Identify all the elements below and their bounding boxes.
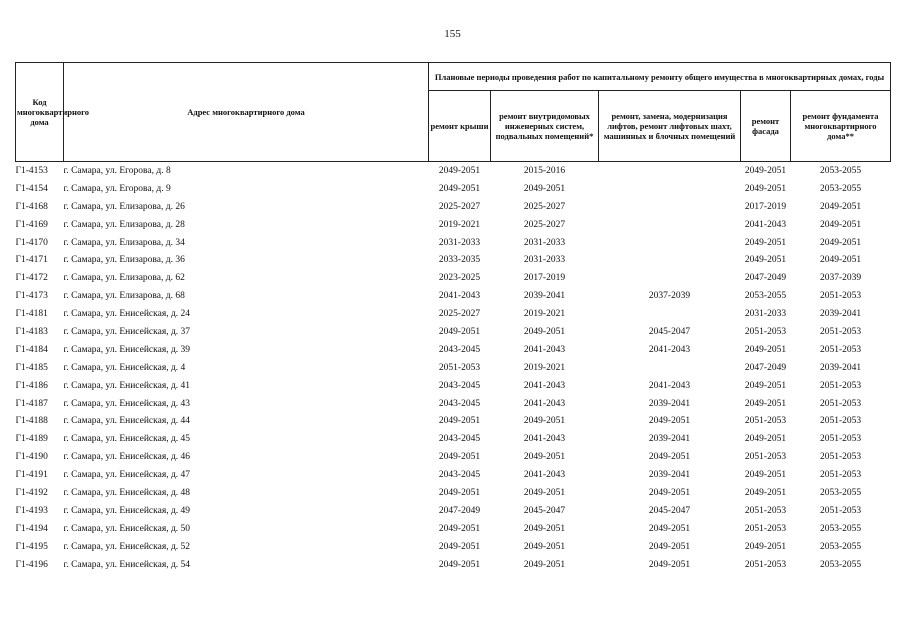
row-address: г. Самара, ул. Енисейская, д. 54 <box>63 559 191 570</box>
row-roof: 2049-2051 <box>438 416 481 427</box>
table-row <box>16 377 891 395</box>
header-lifts: ремонт, замена, модернизация лифтов, ремонт лифтовых шахт, машинных и блочных помещений <box>599 91 741 162</box>
row-roof: 2049-2051 <box>438 487 481 498</box>
row-code: Г1-4188 <box>15 416 48 427</box>
row-address: г. Самара, ул. Енисейская, д. 4 <box>63 362 186 373</box>
row-address: г. Самара, ул. Енисейская, д. 52 <box>63 541 191 552</box>
row-roof: 2051-2053 <box>438 362 481 373</box>
row-foundation: 2053-2055 <box>819 559 862 570</box>
row-foundation: 2049-2051 <box>819 237 862 248</box>
header-facade: ремонт фасада <box>741 91 791 162</box>
row-code: Г1-4195 <box>15 541 48 552</box>
row-foundation: 2051-2053 <box>819 434 862 445</box>
page-number: 155 <box>444 28 461 40</box>
table-row <box>16 269 891 287</box>
row-address: г. Самара, ул. Егорова, д. 9 <box>63 183 171 194</box>
table-row <box>16 412 891 430</box>
row-code: Г1-4172 <box>15 273 48 284</box>
row-foundation: 2039-2041 <box>819 309 862 320</box>
row-lifts <box>599 162 741 180</box>
row-foundation: 2053-2055 <box>819 523 862 534</box>
row-code: Г1-4153 <box>15 165 48 176</box>
row-facade: 2049-2051 <box>744 344 787 355</box>
table-row <box>16 502 891 520</box>
header-group: Плановые периоды проведения работ по капитальному ремонту общего имущества в многоквартирных домах, годы <box>429 63 891 91</box>
row-facade: 2049-2051 <box>744 237 787 248</box>
row-address: г. Самара, ул. Енисейская, д. 41 <box>63 380 191 391</box>
row-roof: 2043-2045 <box>438 344 481 355</box>
row-lifts <box>599 251 741 269</box>
row-address: г. Самара, ул. Енисейская, д. 43 <box>63 398 191 409</box>
row-foundation: 2049-2051 <box>819 201 862 212</box>
row-code: Г1-4193 <box>15 505 48 516</box>
row-systems: 2015-2016 <box>523 165 566 176</box>
row-address: г. Самара, ул. Елизарова, д. 36 <box>63 255 185 266</box>
row-systems: 2041-2043 <box>523 344 566 355</box>
table-row <box>16 448 891 466</box>
table-row <box>16 556 891 574</box>
table-row <box>16 430 891 448</box>
row-lifts: 2049-2051 <box>648 452 691 463</box>
row-code: Г1-4170 <box>15 237 48 248</box>
row-lifts: 2041-2043 <box>648 344 691 355</box>
row-facade: 2049-2051 <box>744 470 787 481</box>
row-lifts: 2049-2051 <box>648 416 691 427</box>
row-roof: 2049-2051 <box>438 165 481 176</box>
row-roof: 2049-2051 <box>438 559 481 570</box>
row-code: Г1-4173 <box>15 291 48 302</box>
row-address: г. Самара, ул. Енисейская, д. 24 <box>63 309 191 320</box>
row-code: Г1-4196 <box>15 559 48 570</box>
table-row <box>16 305 891 323</box>
row-lifts: 2049-2051 <box>648 559 691 570</box>
row-facade: 2053-2055 <box>744 291 787 302</box>
row-foundation: 2051-2053 <box>819 291 862 302</box>
row-systems: 2025-2027 <box>523 201 566 212</box>
row-address: г. Самара, ул. Енисейская, д. 48 <box>63 487 191 498</box>
row-code: Г1-4154 <box>15 183 48 194</box>
row-systems: 2041-2043 <box>523 470 566 481</box>
header-code: Код многоквартирного дома <box>16 63 64 162</box>
row-facade: 2031-2033 <box>744 309 787 320</box>
table-row <box>16 520 891 538</box>
row-foundation: 2053-2055 <box>819 487 862 498</box>
table-row <box>16 323 891 341</box>
row-systems: 2049-2051 <box>523 326 566 337</box>
row-systems: 2049-2051 <box>523 559 566 570</box>
row-code: Г1-4171 <box>15 255 48 266</box>
row-facade: 2051-2053 <box>744 523 787 534</box>
row-code: Г1-4194 <box>15 523 48 534</box>
row-code: Г1-4181 <box>15 309 48 320</box>
row-systems: 2049-2051 <box>523 452 566 463</box>
row-systems: 2049-2051 <box>523 416 566 427</box>
row-code: Г1-4189 <box>15 434 48 445</box>
row-facade: 2017-2019 <box>744 201 787 212</box>
row-foundation: 2051-2053 <box>819 380 862 391</box>
row-foundation: 2051-2053 <box>819 505 862 516</box>
row-lifts: 2049-2051 <box>648 487 691 498</box>
table-row <box>16 359 891 377</box>
row-foundation: 2051-2053 <box>819 470 862 481</box>
row-code: Г1-4187 <box>15 398 48 409</box>
row-roof: 2047-2049 <box>438 505 481 516</box>
row-systems: 2019-2021 <box>523 309 566 320</box>
row-lifts: 2039-2041 <box>648 470 691 481</box>
row-address: г. Самара, ул. Елизарова, д. 62 <box>63 273 185 284</box>
row-code: Г1-4183 <box>15 326 48 337</box>
row-lifts: 2045-2047 <box>648 326 691 337</box>
row-facade: 2049-2051 <box>744 434 787 445</box>
row-lifts: 2049-2051 <box>648 541 691 552</box>
row-address: г. Самара, ул. Егорова, д. 8 <box>63 165 171 176</box>
row-code: Г1-4185 <box>15 362 48 373</box>
row-address: г. Самара, ул. Елизарова, д. 26 <box>63 201 185 212</box>
row-foundation: 2037-2039 <box>819 273 862 284</box>
row-lifts <box>599 180 741 198</box>
row-foundation: 2039-2041 <box>819 362 862 373</box>
row-lifts: 2039-2041 <box>648 434 691 445</box>
row-roof: 2041-2043 <box>438 291 481 302</box>
row-facade: 2041-2043 <box>744 219 787 230</box>
header-roof: ремонт крыши <box>429 91 491 162</box>
header-foundation: ремонт фундамента многоквартирного дома** <box>791 91 891 162</box>
row-roof: 2023-2025 <box>438 273 481 284</box>
row-systems: 2041-2043 <box>523 380 566 391</box>
row-facade: 2051-2053 <box>744 452 787 463</box>
row-lifts: 2049-2051 <box>648 523 691 534</box>
row-foundation: 2053-2055 <box>819 183 862 194</box>
row-code: Г1-4169 <box>15 219 48 230</box>
row-lifts: 2039-2041 <box>648 398 691 409</box>
row-systems: 2049-2051 <box>523 541 566 552</box>
row-systems: 2049-2051 <box>523 487 566 498</box>
row-facade: 2049-2051 <box>744 541 787 552</box>
table-row <box>16 251 891 269</box>
table-row <box>16 216 891 234</box>
table-row <box>16 395 891 413</box>
table-row <box>16 162 891 180</box>
repair-schedule-table <box>15 62 891 573</box>
table-row <box>16 466 891 484</box>
row-facade: 2047-2049 <box>744 273 787 284</box>
row-address: г. Самара, ул. Енисейская, д. 45 <box>63 434 191 445</box>
row-facade: 2049-2051 <box>744 487 787 498</box>
row-foundation: 2051-2053 <box>819 326 862 337</box>
table-row <box>16 341 891 359</box>
row-lifts: 2037-2039 <box>648 291 691 302</box>
row-code: Г1-4184 <box>15 344 48 355</box>
row-roof: 2049-2051 <box>438 541 481 552</box>
row-facade: 2051-2053 <box>744 326 787 337</box>
row-systems: 2019-2021 <box>523 362 566 373</box>
row-systems: 2049-2051 <box>523 523 566 534</box>
row-address: г. Самара, ул. Елизарова, д. 34 <box>63 237 185 248</box>
row-address: г. Самара, ул. Енисейская, д. 39 <box>63 344 191 355</box>
row-code: Г1-4186 <box>15 380 48 391</box>
row-roof: 2049-2051 <box>438 452 481 463</box>
row-systems: 2041-2043 <box>523 434 566 445</box>
table-row <box>16 484 891 502</box>
row-foundation: 2051-2053 <box>819 416 862 427</box>
row-systems: 2045-2047 <box>523 505 566 516</box>
row-address: г. Самара, ул. Енисейская, д. 47 <box>63 470 191 481</box>
header-systems: ремонт внутридомовых инженерных систем, подвальных помещений* <box>491 91 599 162</box>
row-systems: 2039-2041 <box>523 291 566 302</box>
row-roof: 2049-2051 <box>438 523 481 534</box>
row-roof: 2043-2045 <box>438 380 481 391</box>
row-address: г. Самара, ул. Елизарова, д. 28 <box>63 219 185 230</box>
row-systems: 2049-2051 <box>523 183 566 194</box>
row-foundation: 2049-2051 <box>819 255 862 266</box>
row-foundation: 2049-2051 <box>819 219 862 230</box>
row-lifts <box>599 305 741 323</box>
row-roof: 2033-2035 <box>438 255 481 266</box>
row-code: Г1-4168 <box>15 201 48 212</box>
row-facade: 2049-2051 <box>744 165 787 176</box>
row-roof: 2031-2033 <box>438 237 481 248</box>
table-row <box>16 538 891 556</box>
header-address: Адрес многоквартирного дома <box>64 63 429 162</box>
row-facade: 2049-2051 <box>744 380 787 391</box>
row-address: г. Самара, ул. Енисейская, д. 37 <box>63 326 191 337</box>
row-address: г. Самара, ул. Енисейская, д. 44 <box>63 416 191 427</box>
row-lifts <box>599 269 741 287</box>
row-address: г. Самара, ул. Енисейская, д. 49 <box>63 505 191 516</box>
row-foundation: 2051-2053 <box>819 344 862 355</box>
table-row <box>16 234 891 252</box>
row-facade: 2051-2053 <box>744 416 787 427</box>
row-facade: 2049-2051 <box>744 398 787 409</box>
row-systems: 2025-2027 <box>523 219 566 230</box>
row-code: Г1-4190 <box>15 452 48 463</box>
row-roof: 2025-2027 <box>438 201 481 212</box>
row-facade: 2051-2053 <box>744 505 787 516</box>
row-facade: 2047-2049 <box>744 362 787 373</box>
row-lifts <box>599 234 741 252</box>
table-row <box>16 198 891 216</box>
table-row <box>16 180 891 198</box>
row-address: г. Самара, ул. Енисейская, д. 46 <box>63 452 191 463</box>
row-facade: 2049-2051 <box>744 183 787 194</box>
row-systems: 2017-2019 <box>523 273 566 284</box>
row-foundation: 2053-2055 <box>819 541 862 552</box>
row-roof: 2043-2045 <box>438 470 481 481</box>
row-systems: 2031-2033 <box>523 255 566 266</box>
row-code: Г1-4191 <box>15 470 48 481</box>
row-roof: 2025-2027 <box>438 309 481 320</box>
row-lifts <box>599 216 741 234</box>
row-lifts <box>599 198 741 216</box>
row-lifts: 2041-2043 <box>648 380 691 391</box>
row-code: Г1-4192 <box>15 487 48 498</box>
row-systems: 2031-2033 <box>523 237 566 248</box>
row-roof: 2049-2051 <box>438 183 481 194</box>
row-lifts <box>599 359 741 377</box>
row-address: г. Самара, ул. Елизарова, д. 68 <box>63 291 185 302</box>
row-systems: 2041-2043 <box>523 398 566 409</box>
row-roof: 2049-2051 <box>438 326 481 337</box>
row-roof: 2043-2045 <box>438 398 481 409</box>
row-lifts: 2045-2047 <box>648 505 691 516</box>
row-foundation: 2051-2053 <box>819 452 862 463</box>
row-facade: 2049-2051 <box>744 255 787 266</box>
row-roof: 2019-2021 <box>438 219 481 230</box>
row-address: г. Самара, ул. Енисейская, д. 50 <box>63 523 191 534</box>
row-foundation: 2053-2055 <box>819 165 862 176</box>
table-row <box>16 287 891 305</box>
table-body <box>16 162 891 574</box>
row-foundation: 2051-2053 <box>819 398 862 409</box>
row-facade: 2051-2053 <box>744 559 787 570</box>
row-roof: 2043-2045 <box>438 434 481 445</box>
